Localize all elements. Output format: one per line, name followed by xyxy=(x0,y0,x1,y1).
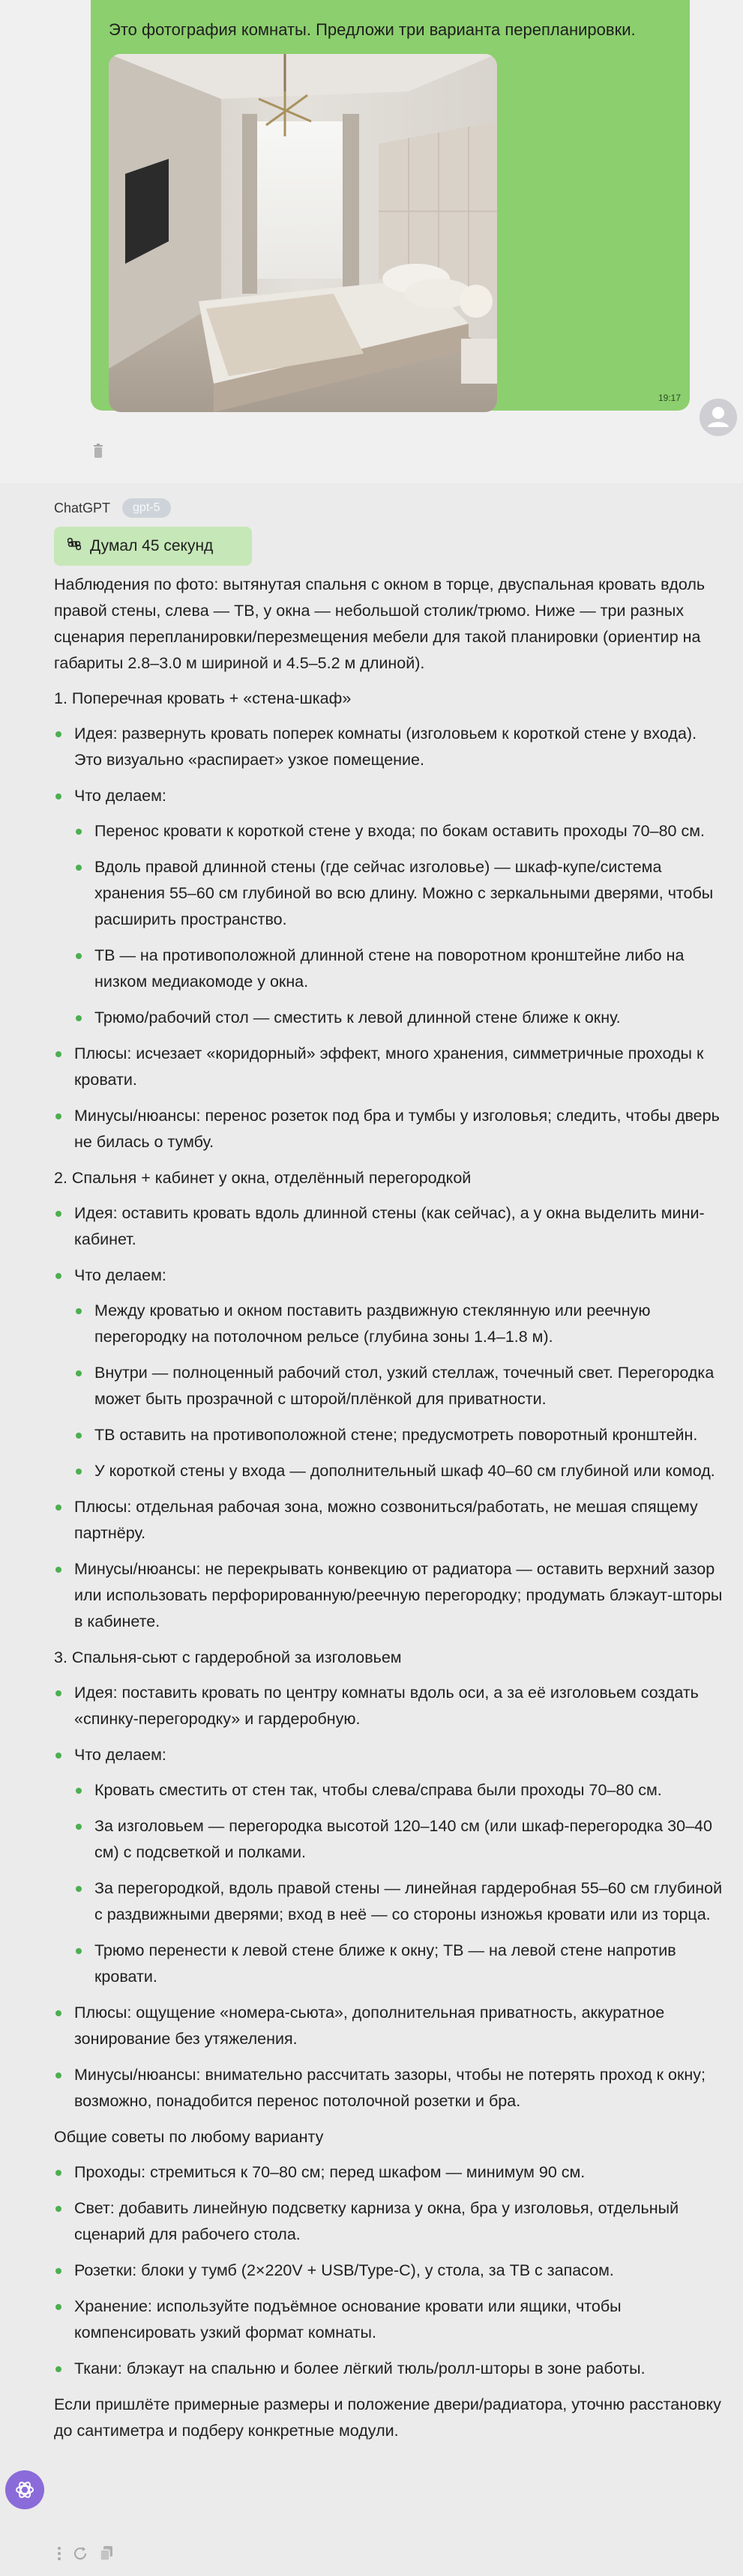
do-label: Что делаем: xyxy=(74,1746,166,1764)
sub-list-item: У короткой стены у входа — дополнительный шкаф 40–60 см глубиной или комод. xyxy=(74,1458,729,1484)
section-title: 2. Спальня + кабинет у окна, отделённый перегородкой xyxy=(54,1169,472,1187)
sub-list-item: Внутри — полноценный рабочий стол, узкий стеллаж, точечный свет. Перегородка может быть прозрачной с шторой/плёнкой для приватности. xyxy=(74,1360,729,1412)
user-bubble xyxy=(91,0,690,411)
outro-paragraph: Если пришлёте примерные размеры и положение двери/радиатора, уточню расстановку до сантиметра и подберу конкретные модули. xyxy=(54,2395,721,2440)
assistant-header xyxy=(54,498,171,518)
list-item xyxy=(54,783,729,1031)
message-time: 19:17 xyxy=(658,393,681,403)
assistant-message xyxy=(0,483,743,2576)
thinking-toggle[interactable] xyxy=(54,527,252,566)
assistant-name: ChatGPT xyxy=(54,500,111,515)
list-item: Минусы/нюансы: не перекрывать конвекцию от радиатора — оставить верхний зазор или использовать перфорированную/реечную перегородку; продумать блэкаут-шторы в кабинете. xyxy=(54,1556,729,1635)
section-title: 1. Поперечная кровать + «стена-шкаф» xyxy=(54,689,352,707)
sub-list-item: За перегородкой, вдоль правой стены — линейная гардеробная 55–60 см глубиной с раздвижными дверями; вход в неё — со стороны изножья кровати или из торца. xyxy=(74,1875,729,1928)
list-item: Проходы: стремиться к 70–80 см; перед шкафом — минимум 90 см. xyxy=(54,2159,729,2186)
copy-icon[interactable] xyxy=(99,2545,114,2562)
sub-list xyxy=(74,1777,729,1990)
list-item: Свет: добавить линейную подсветку карниза у окна, бра у изголовья, отдельный сценарий для рабочего стола. xyxy=(54,2195,729,2248)
list-item: Идея: поставить кровать по центру комнаты вдоль оси, а за её изголовьем создать «спинку-перегородку» и гардеробную. xyxy=(54,1680,729,1732)
sub-list-item: За изголовьем — перегородка высотой 120–140 см (или шкаф-перегородка 30–40 см) с подсветкой и полками. xyxy=(74,1813,729,1866)
section-list xyxy=(54,1680,729,2114)
regenerate-icon[interactable] xyxy=(72,2545,88,2562)
trash-icon[interactable] xyxy=(93,444,103,462)
sub-list-item: Перенос кровати к короткой стене у входа; по бокам оставить проходы 70–80 см. xyxy=(74,818,729,844)
sub-list xyxy=(74,818,729,1031)
sub-list-item: Трюмо перенести к левой стене ближе к окну; ТВ — на левой стене напротив кровати. xyxy=(74,1938,729,1990)
section-list xyxy=(54,1200,729,1635)
sub-list-item: ТВ оставить на противоположной стене; предусмотреть поворотный кронштейн. xyxy=(74,1422,729,1448)
list-item xyxy=(54,1263,729,1484)
do-label: Что делаем: xyxy=(74,787,166,805)
sub-list-item: Трюмо/рабочий стол — сместить к левой длинной стене ближе к окну. xyxy=(74,1005,729,1031)
list-item: Хранение: используйте подъёмное основание кровати или ящики, чтобы компенсировать узкий формат комнаты. xyxy=(54,2294,729,2346)
user-message xyxy=(91,0,690,411)
sub-list-item: Между кроватью и окном поставить раздвижную стеклянную или реечную перегородку на потолочном рельсе (глубина зоны 1.4–1.8 м). xyxy=(74,1298,729,1350)
user-avatar-icon xyxy=(700,399,737,436)
list-item xyxy=(54,1742,729,1990)
list-item: Плюсы: исчезает «коридорный» эффект, много хранения, симметричные проходы к кровати. xyxy=(54,1041,729,1093)
sub-list-item: ТВ — на противоположной длинной стене на поворотном кронштейне либо на низком медиакомоде у окна. xyxy=(74,943,729,995)
section-list xyxy=(54,721,729,1155)
list-item: Минусы/нюансы: перенос розеток под бра и тумбы у изголовья; следить, чтобы дверь не билась о тумбу. xyxy=(54,1103,729,1155)
list-item: Розетки: блоки у тумб (2×220V + USB/Type-C), у стола, за ТВ с запасом. xyxy=(54,2258,729,2284)
list-item: Идея: развернуть кровать поперек комнаты (изголовьем к короткой стене у входа). Это визуально «распирает» узкое помещение. xyxy=(54,721,729,773)
sub-list-item: Кровать сместить от стен так, чтобы слева/справа были проходы 70–80 см. xyxy=(74,1777,729,1803)
message-actions xyxy=(57,2545,114,2562)
sub-list xyxy=(74,1298,729,1484)
assistant-content xyxy=(54,572,729,2453)
general-title: Общие советы по любому варианту xyxy=(54,2128,324,2146)
sub-list-item: Вдоль правой длинной стены (где сейчас изголовье) — шкаф-купе/система хранения 55–60 см глубиной во всю длину. Можно с зеркальными дверями, чтобы расширить пространство. xyxy=(74,854,729,933)
more-icon[interactable] xyxy=(57,2546,61,2561)
thinking-label: Думал 45 секунд xyxy=(90,537,214,554)
user-message-text: Это фотография комнаты. Предложи три варианта перепланировки. xyxy=(109,20,636,39)
model-badge: gpt-5 xyxy=(122,498,170,518)
list-item: Минусы/нюансы: внимательно рассчитать зазоры, чтобы не потерять проход к окну; возможно, понадобится перенос потолочной розетки и бра. xyxy=(54,2062,729,2114)
general-list xyxy=(54,2159,729,2382)
section-title: 3. Спальня-сьют с гардеробной за изголовьем xyxy=(54,1648,402,1666)
list-item: Идея: оставить кровать вдоль длинной стены (как сейчас), а у окна выделить мини-кабинет. xyxy=(54,1200,729,1253)
intro-paragraph: Наблюдения по фото: вытянутая спальня с окном в торце, двуспальная кровать вдоль правой стены, слева — ТВ, у окна — небольшой столик/трюмо. Ниже — три разных сценария перепланировки/перезмещения мебели для такой планировки (ориентир на габариты 2.8–3.0 м шириной и 4.5–5.2 м длиной). xyxy=(54,575,706,672)
chatgpt-logo-icon xyxy=(5,2470,44,2509)
room-photo[interactable] xyxy=(109,54,497,412)
command-icon xyxy=(67,537,81,555)
list-item: Ткани: блэкаут на спальню и более лёгкий тюль/ролл-шторы в зоне работы. xyxy=(54,2356,729,2382)
do-label: Что делаем: xyxy=(74,1266,166,1284)
list-item: Плюсы: отдельная рабочая зона, можно созвониться/работать, не мешая спящему партнёру. xyxy=(54,1494,729,1546)
list-item: Плюсы: ощущение «номера-сьюта», дополнительная приватность, аккуратное зонирование без утяжеления. xyxy=(54,2000,729,2052)
